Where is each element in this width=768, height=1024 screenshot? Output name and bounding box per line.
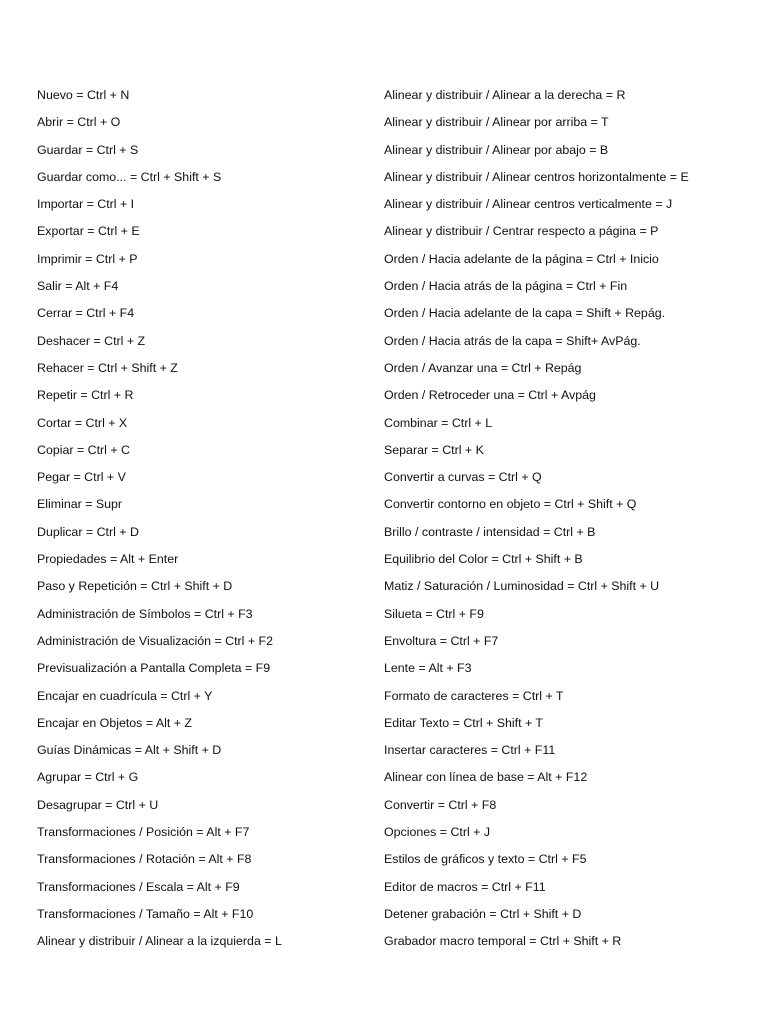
shortcut-line: Separar = Ctrl + K [384,442,484,457]
shortcut-line: Insertar caracteres = Ctrl + F11 [384,743,556,758]
shortcut-line: Duplicar = Ctrl + D [37,524,139,539]
shortcut-line: Desagrupar = Ctrl + U [37,797,159,812]
shortcut-line: Matiz / Saturación / Luminosidad = Ctrl + Shift + U [384,579,660,594]
shortcut-line: Repetir = Ctrl + R [37,388,134,403]
shortcut-line: Equilibrio del Color = Ctrl + Shift + B [384,552,583,567]
shortcut-line: Guardar = Ctrl + S [37,142,139,157]
shortcut-line: Lente = Alt + F3 [384,661,472,676]
shortcut-line: Convertir a curvas = Ctrl + Q [384,470,542,485]
shortcut-line: Imprimir = Ctrl + P [37,251,138,266]
shortcut-line: Orden / Retroceder una = Ctrl + Avpág [384,388,596,403]
shortcut-line: Estilos de gráficos y texto = Ctrl + F5 [384,852,587,867]
shortcut-line: Importar = Ctrl + I [37,197,135,212]
shortcut-line: Copiar = Ctrl + C [37,442,130,457]
shortcut-line: Transformaciones / Escala = Alt + F9 [37,879,240,894]
shortcut-line: Abrir = Ctrl + O [37,115,121,130]
shortcut-line: Transformaciones / Rotación = Alt + F8 [37,852,252,867]
shortcut-line: Alinear y distribuir / Alinear por arriba = T [384,115,609,130]
shortcut-line: Guías Dinámicas = Alt + Shift + D [37,743,222,758]
shortcut-line: Orden / Avanzar una = Ctrl + Repág [384,360,582,375]
shortcut-line: Deshacer = Ctrl + Z [37,333,146,348]
shortcut-line: Formato de caracteres = Ctrl + T [384,688,564,703]
shortcut-line: Administración de Símbolos = Ctrl + F3 [37,606,253,621]
shortcut-line: Previsualización a Pantalla Completa = F9 [37,661,271,676]
shortcut-line: Nuevo = Ctrl + N [37,88,130,102]
shortcut-line: Administración de Visualización = Ctrl + F2 [37,633,273,648]
shortcut-line: Envoltura = Ctrl + F7 [384,633,499,648]
shortcut-line: Guardar como... = Ctrl + Shift + S [37,169,222,184]
shortcut-line: Transformaciones / Posición = Alt + F7 [37,825,250,840]
shortcut-line: Agrupar = Ctrl + G [37,770,139,785]
shortcut-line: Orden / Hacia adelante de la página = Ctrl + Inicio [384,251,659,266]
shortcut-line: Brillo / contraste / intensidad = Ctrl + B [384,524,596,539]
shortcut-line: Alinear y distribuir / Alinear centros horizontalmente = E [384,169,689,184]
shortcut-line: Propiedades = Alt + Enter [37,552,179,567]
shortcut-line: Paso y Repetición = Ctrl + Shift + D [37,579,233,594]
shortcut-line: Editor de macros = Ctrl + F11 [384,879,546,894]
shortcut-line: Rehacer = Ctrl + Shift + Z [37,360,178,375]
shortcut-line: Encajar en cuadrícula = Ctrl + Y [37,688,213,703]
shortcut-line: Silueta = Ctrl + F9 [384,606,484,621]
shortcut-line: Alinear y distribuir / Alinear por abajo = B [384,142,609,157]
shortcut-line: Alinear y distribuir / Alinear centros verticalmente = J [384,197,673,212]
shortcut-line: Cortar = Ctrl + X [37,415,128,430]
shortcut-line: Editar Texto = Ctrl + Shift + T [384,715,543,730]
shortcut-line: Detener grabación = Ctrl + Shift + D [384,906,582,921]
shortcut-line: Opciones = Ctrl + J [384,825,491,840]
shortcut-line: Orden / Hacia atrás de la página = Ctrl + Fin [384,279,628,294]
shortcut-line: Salir = Alt + F4 [37,279,119,294]
shortcut-line: Exportar = Ctrl + E [37,224,140,239]
shortcut-line: Eliminar = Supr [37,497,123,512]
shortcut-line: Convertir contorno en objeto = Ctrl + Shift + Q [384,497,637,512]
shortcut-list-right [384,86,754,960]
shortcut-line: Cerrar = Ctrl + F4 [37,306,135,321]
shortcut-line: Pegar = Ctrl + V [37,470,126,485]
shortcut-line: Orden / Hacia adelante de la capa = Shift + Repág. [384,306,666,321]
shortcut-line: Convertir = Ctrl + F8 [384,797,497,812]
shortcut-line: Alinear y distribuir / Alinear a la derecha = R [384,88,626,102]
shortcut-line: Grabador macro temporal = Ctrl + Shift + R [384,934,622,949]
shortcut-line: Alinear y distribuir / Alinear a la izquierda = L [37,934,282,949]
shortcut-line: Encajar en Objetos = Alt + Z [37,715,192,730]
shortcut-line: Combinar = Ctrl + L [384,415,493,430]
shortcut-line: Transformaciones / Tamaño = Alt + F10 [37,906,254,921]
shortcut-line: Alinear y distribuir / Centrar respecto a página = P [384,224,659,239]
shortcut-list-left [37,86,367,960]
shortcut-line: Orden / Hacia atrás de la capa = Shift+ AvPág. [384,333,641,348]
shortcut-line: Alinear con línea de base = Alt + F12 [384,770,588,785]
